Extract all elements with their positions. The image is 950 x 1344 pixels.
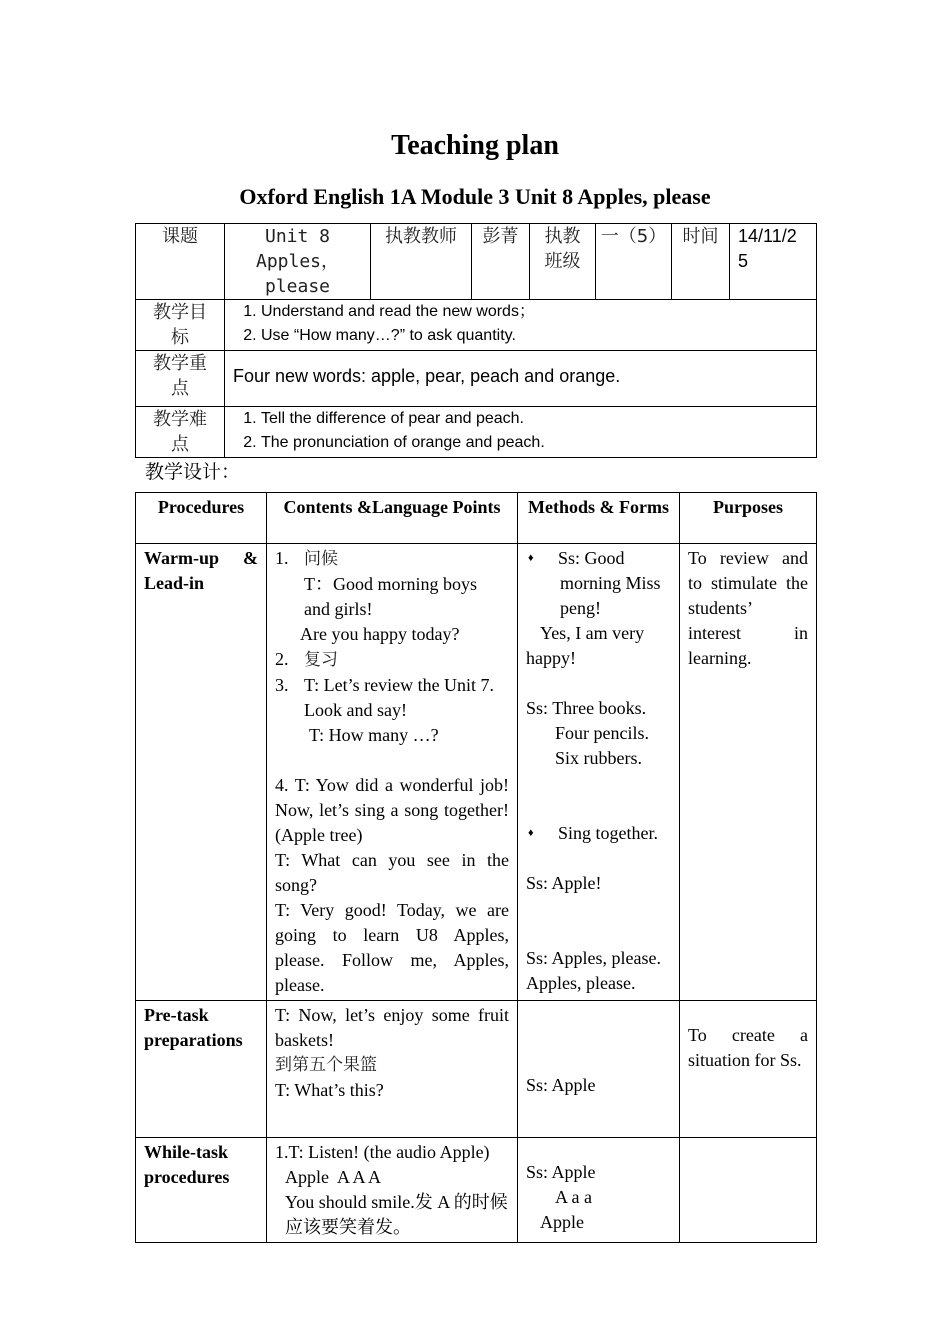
procedure-whiletask: While-task procedures [136,1138,267,1243]
page-subtitle: Oxford English 1A Module 3 Unit 8 Apples, please [239,184,711,209]
diamond-bullet-icon: ♦ [528,827,534,839]
whiletask-methods: Ss: Apple A a a Apple [518,1138,680,1243]
class-label: 执教 班级 [530,224,596,300]
pretask-purpose: To create a situation for Ss. [680,1001,817,1138]
teacher-label: 执教教师 [371,224,472,300]
objectives-label: 教学目 标 [136,300,225,351]
header-procedures: Procedures [136,493,267,544]
objective-item: 1. Understand and read the new words； [261,300,816,324]
warmup-contents: 1. 问候 T：Good morning boys and girls! Are you happy today? 2. 复习 3. T: Let’s review the Unit 7. Look and say! T: How many …? 4. T: Yow did a wonderful job! Now, let’s sing a song together! (Apple tree) T: What can you see in the song? T: Very good! Today, we are going to learn U8 Apples, please. Follow me, Apples, please. [267,544,518,1001]
header-contents: Contents &Language Points [267,493,518,544]
warmup-purpose: To review and to stimulate the students’ interest in learning. [680,544,817,1001]
teacher-value: 彭菁 [472,224,530,300]
design-label: 教学设计： [145,461,241,483]
procedure-warmup: Warm-up & Lead-in [136,544,267,1001]
warmup-methods: ♦ Ss: Good morning Miss peng! Yes, I am very happy! Ss: Three books. Four pencils. Six rubbers. ♦ Sing together. Ss: Apple! Ss: Apples, please. Apples, please. [518,544,680,1001]
pretask-contents: T: Now, let’s enjoy some fruit baskets! 到第五个果篮 T: What’s this? [267,1001,518,1138]
info-table [135,223,817,458]
time-label: 时间 [672,224,730,300]
objectives [225,300,817,351]
difficulties-label: 教学难 点 [136,407,225,458]
whiletask-purpose [680,1138,817,1243]
plan-table [135,492,817,1243]
whiletask-contents: 1.T: Listen! (the audio Apple) Apple A A A You should smile.发 A 的时候应该要笑着发。 [267,1138,518,1243]
key-points-label: 教学重 点 [136,351,225,407]
procedure-pretask: Pre-task preparations [136,1001,267,1138]
class-value: 一（5） [596,224,672,300]
objective-item: 2. Use “How many…?” to ask quantity. [261,324,816,348]
time-value: 14/11/2 5 [730,224,817,300]
diamond-bullet-icon: ♦ [528,552,534,564]
topic-label: 课题 [136,224,225,300]
difficulties [225,407,817,458]
header-methods: Methods & Forms [518,493,680,544]
topic-value: Unit 8 Apples， please [225,224,371,300]
header-purposes: Purposes [680,493,817,544]
pretask-methods: Ss: Apple [518,1001,680,1138]
difficulty-item: 1. Tell the difference of pear and peach. [261,407,816,431]
key-points: Four new words: apple, pear, peach and orange. [225,351,817,407]
difficulty-item: 2. The pronunciation of orange and peach. [261,431,816,455]
page-title: Teaching plan [391,130,559,161]
